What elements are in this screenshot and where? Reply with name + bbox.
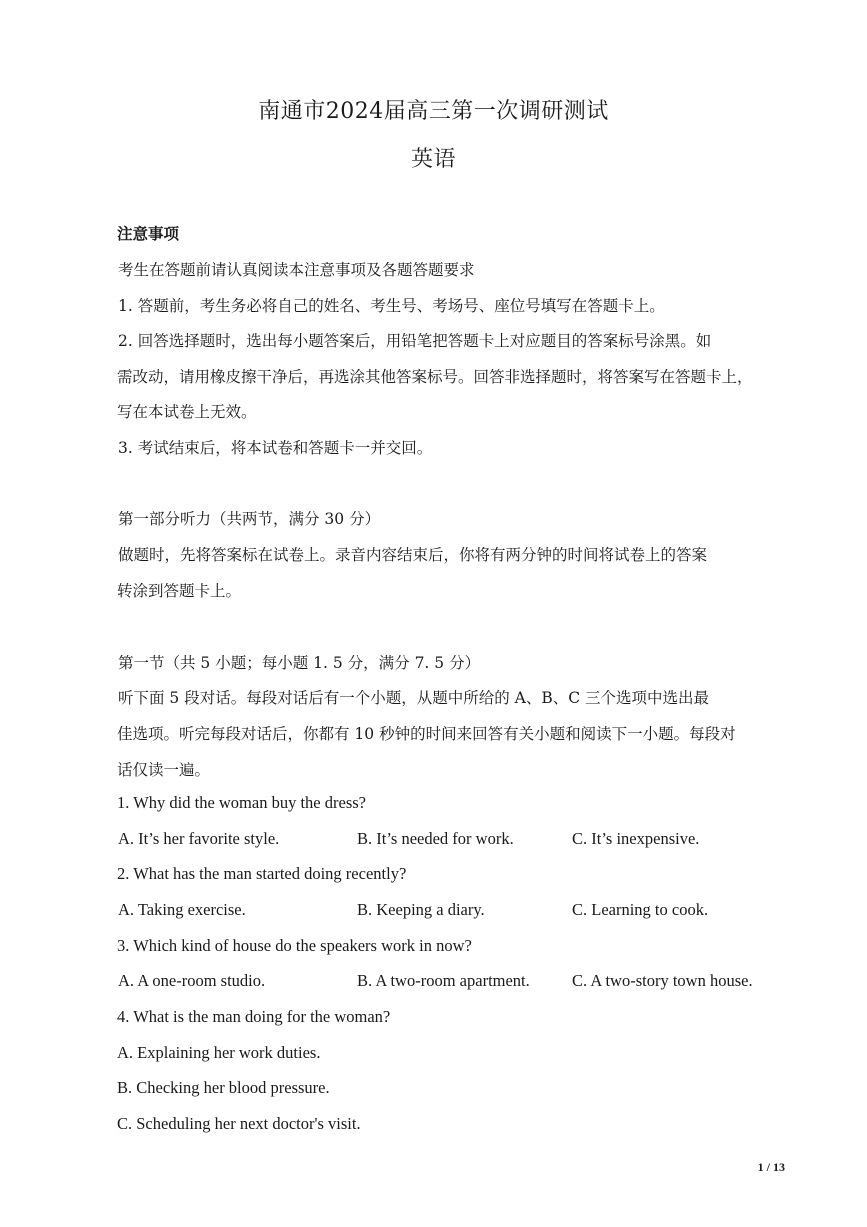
question-4-option-b: B. Checking her blood pressure. — [117, 1078, 330, 1097]
question-4-option-c: C. Scheduling her next doctor's visit. — [117, 1114, 361, 1133]
notice-item-1: 1. 答题前，考生务必将自己的姓名、考生号、考场号、座位号填写在答题卡上。 — [118, 297, 665, 315]
notice-item-3: 3. 考试结束后，将本试卷和答题卡一并交回。 — [118, 439, 433, 457]
section1-heading: 第一节（共 5 小题；每小题 1. 5 分，满分 7. 5 分） — [118, 654, 481, 672]
question-2-option-a: A. Taking exercise. — [118, 900, 246, 919]
question-4-stem: 4. What is the man doing for the woman? — [117, 1007, 391, 1026]
question-2-option-b: B. Keeping a diary. — [357, 900, 485, 919]
notice-item-2-line-3: 写在本试卷上无效。 — [117, 403, 257, 421]
question-3-option-b: B. A two-room apartment. — [357, 971, 530, 990]
question-2-stem: 2. What has the man started doing recently? — [117, 864, 407, 883]
exam-title: 南通市2024届高三第一次调研测试 — [258, 99, 609, 124]
question-1-stem: 1. Why did the woman buy the dress? — [117, 793, 366, 812]
section1-instruction-line-2: 佳选项。听完每段对话后，你都有 10 秒钟的时间来回答有关小题和阅读下一小题。每段对 — [117, 725, 736, 743]
subject-title: 英语 — [410, 147, 456, 172]
question-1-option-c: C. It’s inexpensive. — [572, 829, 700, 848]
part1-instruction-line-2: 转涂到答题卡上。 — [117, 582, 242, 600]
page-number: 1 / 13 — [757, 1160, 785, 1174]
question-3-option-c: C. A two-story town house. — [572, 971, 753, 990]
part1-instruction-line-1: 做题时，先将答案标在试卷上。录音内容结束后，你将有两分钟的时间将试卷上的答案 — [118, 546, 708, 564]
section1-instruction-line-3: 话仅读一遍。 — [117, 761, 211, 779]
question-1-option-b: B. It’s needed for work. — [357, 829, 514, 848]
question-1-option-a: A. It’s her favorite style. — [118, 829, 280, 848]
part1-heading: 第一部分听力（共两节，满分 30 分） — [118, 510, 381, 528]
notice-item-2-line-2: 需改动，请用橡皮擦干净后，再选涂其他答案标号。回答非选择题时，将答案写在答题卡上， — [117, 368, 753, 386]
question-2-option-c: C. Learning to cook. — [572, 900, 709, 919]
section1-instruction-line-1: 听下面 5 段对话。每段对话后有一个小题，从题中所给的 A、B、C 三个选项中选出最 — [118, 689, 710, 707]
notice-intro: 考生在答题前请认真阅读本注意事项及各题答题要求 — [118, 261, 475, 279]
question-3-stem: 3. Which kind of house do the speakers work in now? — [117, 936, 472, 955]
question-3-option-a: A. A one-room studio. — [118, 971, 266, 990]
question-4-option-a: A. Explaining her work duties. — [117, 1043, 321, 1062]
notice-item-2-line-1: 2. 回答选择题时，选出每小题答案后，用铅笔把答题卡上对应题目的答案标号涂黑。如 — [118, 332, 712, 350]
notice-heading: 注意事项 — [117, 224, 180, 243]
